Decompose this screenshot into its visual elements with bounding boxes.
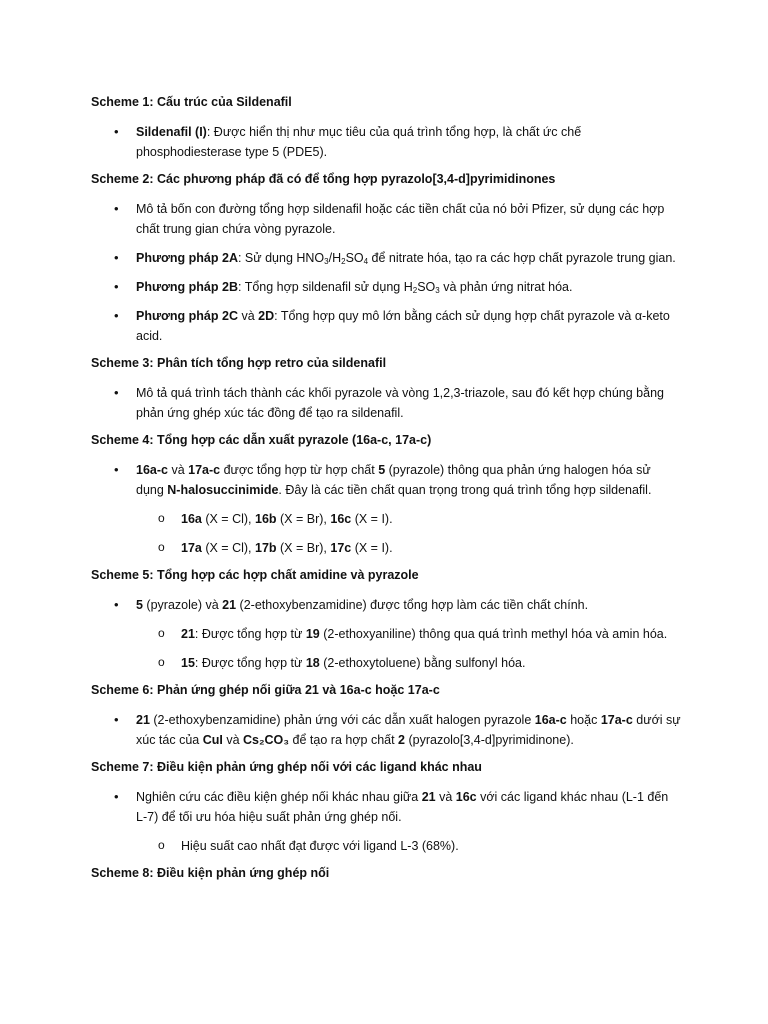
bold-text: 16a-c bbox=[534, 713, 567, 727]
text-run: và bbox=[222, 733, 243, 747]
bold-text: 16c bbox=[330, 512, 352, 526]
scheme-heading: Scheme 8: Điều kiện phản ứng ghép nối bbox=[91, 866, 330, 880]
text-run: (X = Cl), bbox=[201, 512, 255, 526]
text-run: hoặc bbox=[566, 713, 601, 727]
scheme-list bbox=[91, 460, 681, 558]
bold-text: Sildenafil (I) bbox=[136, 125, 207, 139]
list-item bbox=[91, 306, 681, 346]
sub-list-item bbox=[91, 653, 681, 673]
bold-text: 19 bbox=[305, 627, 320, 641]
bold-text: Phương pháp 2C bbox=[136, 309, 238, 323]
subscript-text: 3 bbox=[435, 286, 440, 295]
list-item bbox=[91, 122, 681, 162]
bold-text: 2D bbox=[258, 309, 275, 323]
bold-text: 18 bbox=[305, 656, 320, 670]
text-run: Hiệu suất cao nhất đạt được với ligand L-3 (68%). bbox=[181, 839, 459, 853]
text-run: SO bbox=[417, 280, 436, 294]
text-run: (X = Br), bbox=[276, 541, 331, 555]
text-run: /H bbox=[328, 251, 342, 265]
text-run: và phản ứng nitrat hóa. bbox=[439, 280, 573, 294]
text-run: : Tổng hợp sildenafil sử dụng H bbox=[237, 280, 413, 294]
bold-text: 17c bbox=[330, 541, 352, 555]
text-run: (pyrazolo[3,4-d]pyrimidinone). bbox=[405, 733, 574, 747]
text-run: với các ligand khác nhau (L-1 đến L-7) để tối ưu hóa hiệu suất phản ứng ghép nối. bbox=[136, 790, 669, 824]
sub-list-item bbox=[91, 836, 681, 856]
list-item bbox=[91, 460, 681, 500]
scheme-list bbox=[91, 595, 681, 673]
text-run: dưới sự xúc tác của bbox=[136, 713, 681, 747]
bold-text: 16c bbox=[455, 790, 477, 804]
list-item bbox=[91, 710, 681, 750]
sub-list-item bbox=[91, 624, 681, 644]
text-run: (pyrazole) và bbox=[142, 598, 223, 612]
text-run: để nitrate hóa, tạo ra các hợp chất pyrazole trung gian. bbox=[368, 251, 676, 265]
scheme-heading: Scheme 7: Điều kiện phản ứng ghép nối với các ligand khác nhau bbox=[91, 760, 482, 774]
bold-text: 21 bbox=[421, 790, 436, 804]
text-run: (2-ethoxybenzamidine) được tổng hợp làm các tiền chất chính. bbox=[236, 598, 589, 612]
text-run: : Được hiển thị như mục tiêu của quá trình tổng hợp, là chất ức chế phosphodiesterase type 5 (PDE5). bbox=[136, 125, 582, 159]
text-run: : Sử dụng HNO bbox=[237, 251, 325, 265]
list-item bbox=[91, 277, 681, 297]
bold-text: 16a-c bbox=[136, 463, 168, 477]
bold-text: 16a bbox=[181, 512, 202, 526]
scheme-heading: Scheme 5: Tổng hợp các hợp chất amidine và pyrazole bbox=[91, 568, 419, 582]
list-item bbox=[91, 199, 681, 239]
bold-text: CuI bbox=[202, 733, 223, 747]
bold-text: Phương pháp 2B bbox=[136, 280, 238, 294]
scheme-heading: Scheme 6: Phản ứng ghép nối giữa 21 và 16a-c hoặc 17a-c bbox=[91, 683, 440, 697]
bold-text: 21 bbox=[222, 598, 237, 612]
scheme-list bbox=[91, 199, 681, 346]
text-run: SO bbox=[345, 251, 364, 265]
scheme-list bbox=[91, 710, 681, 750]
scheme-heading: Scheme 3: Phân tích tổng hợp retro của sildenafil bbox=[91, 356, 387, 370]
bold-text: 16b bbox=[255, 512, 277, 526]
text-run: Mô tả quá trình tách thành các khối pyrazole và vòng 1,2,3-triazole, sau đó kết hợp chúng bằng phản ứng ghép xúc tác đồng để tạo ra sildenafil. bbox=[136, 386, 664, 420]
scheme-heading: Scheme 4: Tổng hợp các dẫn xuất pyrazole (16a-c, 17a-c) bbox=[91, 433, 432, 447]
scheme-heading: Scheme 1: Cấu trúc của Sildenafil bbox=[91, 95, 292, 109]
text-run: (2-ethoxyaniline) thông qua quá trình methyl hóa và amin hóa. bbox=[319, 627, 668, 641]
list-item bbox=[91, 595, 681, 615]
text-run: (X = Cl), bbox=[201, 541, 255, 555]
sub-list-item bbox=[91, 538, 681, 558]
bold-text: 17a-c bbox=[600, 713, 633, 727]
bold-text: 17a-c bbox=[188, 463, 221, 477]
bold-text: Cs₂CO₃ bbox=[243, 733, 290, 747]
bold-text: 17a bbox=[181, 541, 202, 555]
bold-text: 17b bbox=[255, 541, 277, 555]
scheme-list bbox=[91, 787, 681, 856]
text-run: và bbox=[167, 463, 189, 477]
text-run: (2-ethoxytoluene) bằng sulfonyl hóa. bbox=[319, 656, 526, 670]
scheme-heading: Scheme 2: Các phương pháp đã có để tổng hợp pyrazolo[3,4-d]pyrimidinones bbox=[91, 172, 556, 186]
text-run: Mô tả bốn con đường tổng hợp sildenafil hoặc các tiền chất của nó bởi Pfizer, sử dụng các hợp chất trung gian chứa vòng pyrazole. bbox=[136, 202, 665, 236]
bold-text: 21 bbox=[181, 627, 195, 641]
bold-text: 5 bbox=[136, 598, 143, 612]
subscript-text: 4 bbox=[363, 257, 369, 266]
bold-text: 2 bbox=[398, 733, 405, 747]
text-run: : Được tổng hợp từ bbox=[194, 656, 306, 670]
text-run: (X = I). bbox=[351, 541, 393, 555]
text-run: (X = Br), bbox=[276, 512, 331, 526]
bold-text: Phương pháp 2A bbox=[136, 251, 238, 265]
bold-text: 21 bbox=[136, 713, 150, 727]
text-run: . Đây là các tiền chất quan trọng trong quá trình tổng hợp sildenafil. bbox=[278, 483, 652, 497]
scheme-list bbox=[91, 122, 681, 162]
list-item bbox=[91, 787, 681, 827]
subscript-text: 2 bbox=[341, 257, 346, 266]
bold-text: 5 bbox=[378, 463, 386, 477]
text-run: (X = I). bbox=[351, 512, 393, 526]
list-item bbox=[91, 248, 681, 268]
text-run: (pyrazole) thông qua phản ứng halogen hóa sử dụng bbox=[136, 463, 651, 497]
subscript-text: 3 bbox=[324, 257, 329, 266]
list-item bbox=[91, 383, 681, 423]
text-run: : Tổng hợp quy mô lớn bằng cách sử dụng hợp chất pyrazole và α-keto acid. bbox=[136, 309, 670, 343]
text-run: để tạo ra hợp chất bbox=[289, 733, 399, 747]
text-run: Nghiên cứu các điều kiện ghép nối khác nhau giữa bbox=[136, 790, 422, 804]
bold-text: N-halosuccinimide bbox=[167, 483, 279, 497]
sub-list-item bbox=[91, 509, 681, 529]
text-run: được tổng hợp từ hợp chất bbox=[220, 463, 379, 477]
scheme-list bbox=[91, 383, 681, 423]
text-run: và bbox=[237, 309, 259, 323]
bold-text: 15 bbox=[181, 656, 195, 670]
subscript-text: 2 bbox=[412, 286, 418, 295]
text-run: : Được tổng hợp từ bbox=[194, 627, 306, 641]
text-run: (2-ethoxybenzamidine) phản ứng với các dẫn xuất halogen pyrazole bbox=[149, 713, 535, 727]
document-content bbox=[91, 94, 681, 893]
text-run: và bbox=[435, 790, 456, 804]
